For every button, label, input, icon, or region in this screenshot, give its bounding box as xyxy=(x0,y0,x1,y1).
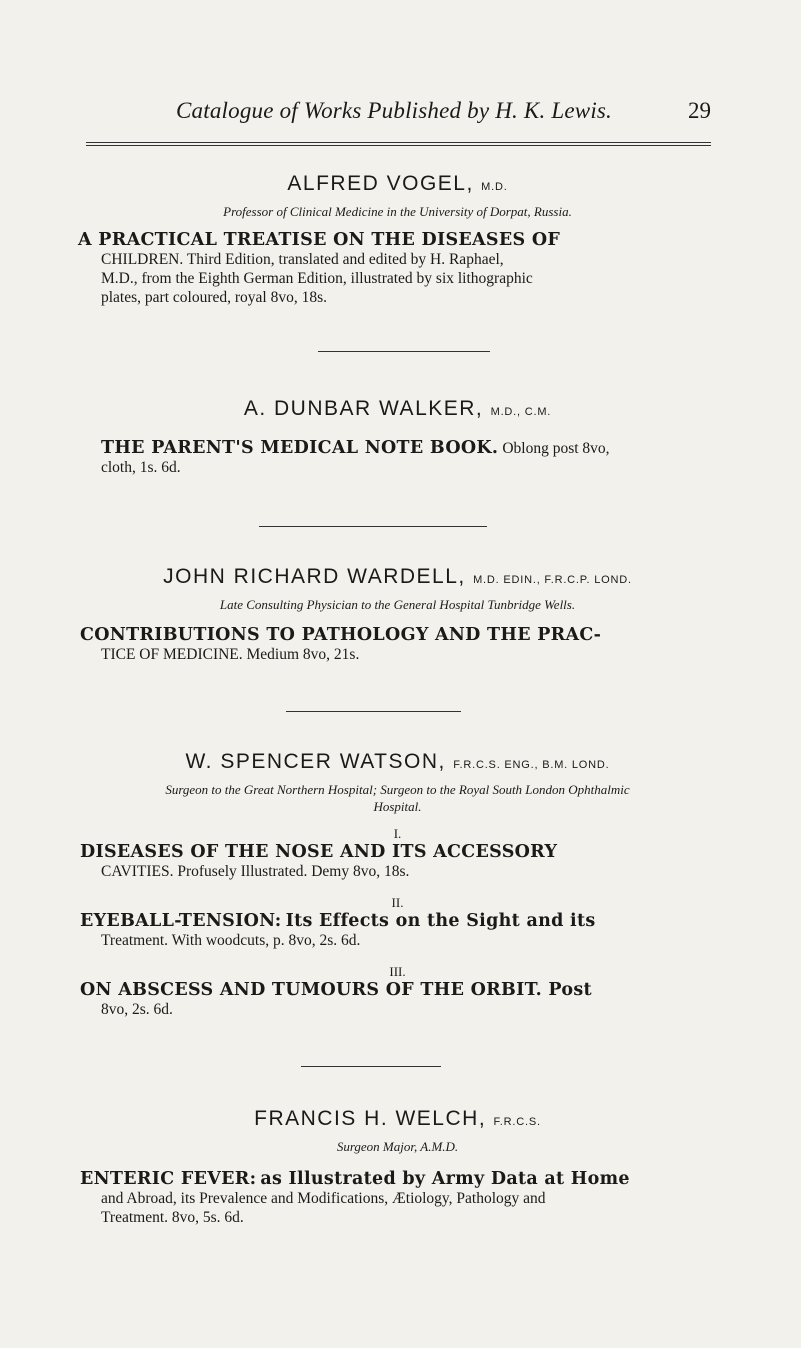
work-title: A PRACTICAL TREATISE ON THE DISEASES OF xyxy=(78,230,561,250)
author-affiliation: Surgeon Major, A.M.D. xyxy=(336,1139,459,1154)
entry-welch xyxy=(80,1106,715,1227)
author-heading xyxy=(80,171,715,200)
author-name: A. DUNBAR WALKER, xyxy=(243,397,484,420)
work-description-line: and Abroad, its Prevalence and Modifications, Ætiology, Pathology and xyxy=(101,1190,546,1207)
work-title-rest: Its Effects on the Sight and its xyxy=(285,911,596,931)
work-description-line: Treatment. 8vo, 5s. 6d. xyxy=(101,1209,244,1226)
work-title: ENTERIC FEVER: xyxy=(80,1169,257,1189)
section-divider xyxy=(318,351,490,352)
entry-watson xyxy=(80,749,715,1019)
author-heading xyxy=(80,564,715,593)
work-numeral: II. xyxy=(391,895,404,910)
page-header xyxy=(86,98,711,138)
page-number: 29 xyxy=(688,98,711,123)
work-numeral: III. xyxy=(389,964,406,979)
work-description-line: CHILDREN. Third Edition, translated and edited by H. Raphael, xyxy=(101,251,504,268)
author-degrees: F.R.C.S. xyxy=(493,1116,541,1128)
author-name: FRANCIS H. WELCH, xyxy=(254,1107,487,1130)
running-title: Catalogue of Works Published by H. K. Lewis. xyxy=(176,98,613,123)
work-item xyxy=(80,826,715,881)
work-numeral: I. xyxy=(393,826,402,841)
work-description-line: M.D., from the Eighth German Edition, illustrated by six lithographic xyxy=(101,270,533,287)
author-degrees: F.R.C.S. ENG., B.M. LOND. xyxy=(453,759,610,771)
work-title: DISEASES OF THE NOSE AND ITS ACCESSORY xyxy=(80,842,558,862)
author-affiliation: Surgeon to the Great Northern Hospital; Surgeon to the Royal South London Ophthalmic xyxy=(165,782,630,797)
work-item xyxy=(80,230,715,307)
work-title-rest: as Illustrated by Army Data at Home xyxy=(260,1169,630,1189)
work-title: THE PARENT'S MEDICAL NOTE BOOK. xyxy=(101,438,499,458)
author-name: W. SPENCER WATSON, xyxy=(185,750,446,773)
section-divider xyxy=(259,526,487,527)
section-divider xyxy=(301,1066,441,1067)
entry-walker xyxy=(80,396,715,477)
work-description-line: Treatment. With woodcuts, p. 8vo, 2s. 6d. xyxy=(101,932,361,949)
work-title: CONTRIBUTIONS TO PATHOLOGY AND THE PRAC- xyxy=(80,625,602,645)
author-affiliation: Hospital. xyxy=(373,799,422,814)
work-title: ON ABSCESS AND TUMOURS OF THE ORBIT. Post xyxy=(80,980,592,1000)
author-degrees: M.D. EDIN., F.R.C.P. LOND. xyxy=(473,574,632,586)
work-description-line: plates, part coloured, royal 8vo, 18s. xyxy=(101,289,327,306)
author-heading xyxy=(80,396,715,425)
work-item xyxy=(80,895,715,950)
header-rule xyxy=(86,142,711,143)
work-item xyxy=(80,1169,715,1227)
work-item xyxy=(80,625,715,664)
work-description-line: 8vo, 2s. 6d. xyxy=(101,1001,173,1018)
author-name: JOHN RICHARD WARDELL, xyxy=(163,565,466,588)
author-heading xyxy=(80,749,715,778)
entry-wardell xyxy=(80,564,715,664)
author-affiliation: Professor of Clinical Medicine in the University of Dorpat, Russia. xyxy=(223,204,572,219)
work-description-line: CAVITIES. Profusely Illustrated. Demy 8vo, 18s. xyxy=(101,863,410,880)
author-degrees: M.D. xyxy=(481,181,508,193)
work-description-line: cloth, 1s. 6d. xyxy=(101,459,181,476)
work-description-line: TICE OF MEDICINE. Medium 8vo, 21s. xyxy=(101,646,360,663)
header-rule-double xyxy=(86,145,711,146)
author-degrees: M.D., C.M. xyxy=(490,406,552,418)
work-title: EYEBALL-TENSION: xyxy=(80,911,282,931)
author-name: ALFRED VOGEL, xyxy=(287,172,474,195)
section-divider xyxy=(286,711,461,712)
work-item xyxy=(80,964,715,1019)
work-item xyxy=(80,438,715,477)
author-affiliation: Late Consulting Physician to the General Hospital Tunbridge Wells. xyxy=(219,597,576,612)
entry-vogel xyxy=(80,171,715,307)
author-heading xyxy=(80,1106,715,1135)
work-format: Oblong post 8vo, xyxy=(502,440,610,457)
